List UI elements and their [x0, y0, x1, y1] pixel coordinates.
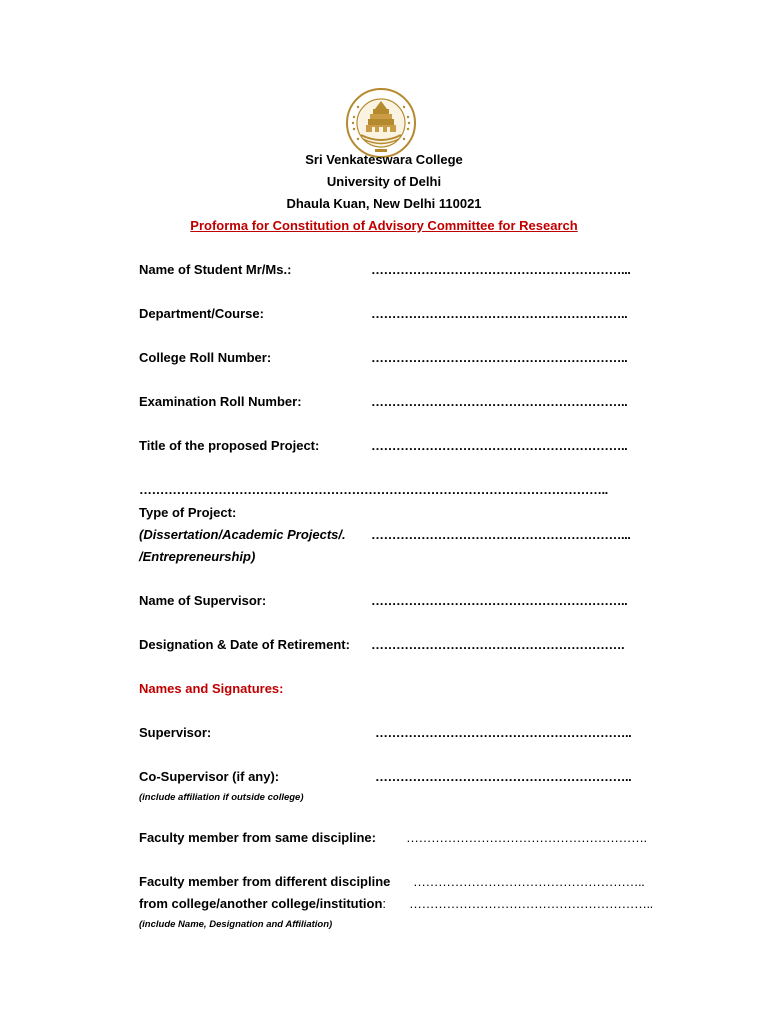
different-discipline-label-line2 — [139, 896, 386, 911]
co-supervisor-note: (include affiliation if outside college) — [139, 792, 304, 803]
co-supervisor-label: Co-Supervisor (if any): — [139, 769, 280, 784]
student-name-field[interactable]: ……………………………………………………... — [371, 262, 631, 277]
supervisor-label: Supervisor: — [139, 725, 212, 740]
college-seal-icon — [345, 87, 417, 159]
university-name: University of Delhi — [326, 174, 442, 189]
college-roll-label: College Roll Number: — [139, 350, 272, 365]
department-field[interactable]: …………………………………………………….. — [371, 306, 628, 321]
department-label: Department/Course: — [139, 306, 264, 321]
different-discipline-label-text: from college/another college/institution — [139, 896, 383, 911]
project-type-options-line1: (Dissertation/Academic Projects/. — [139, 527, 346, 542]
different-discipline-field-line1[interactable]: ……………………………………………….. — [413, 874, 645, 889]
project-title-field-line2[interactable]: ………………………………………………………………………………………………….. — [139, 482, 608, 497]
different-discipline-field-line2[interactable]: ………………………………………………….. — [409, 896, 653, 911]
same-discipline-label: Faculty member from same discipline: — [139, 830, 376, 845]
exam-roll-field[interactable]: …………………………………………………….. — [371, 394, 628, 409]
exam-roll-label: Examination Roll Number: — [139, 394, 302, 409]
supervisor-name-field[interactable]: …………………………………………………….. — [371, 593, 628, 608]
college-name: Sri Venkateswara College — [305, 152, 463, 167]
designation-field[interactable]: ……………………………………………………. — [371, 637, 625, 652]
designation-label: Designation & Date of Retirement: — [139, 637, 350, 652]
project-type-field[interactable]: ……………………………………………………... — [371, 527, 631, 542]
co-supervisor-signature-field[interactable]: …………………………………………………….. — [375, 769, 632, 784]
college-address: Dhaula Kuan, New Delhi 110021 — [286, 196, 482, 211]
project-type-options-line2: /Entrepreneurship) — [139, 549, 256, 564]
form-title: Proforma for Constitution of Advisory Committee for Research — [190, 218, 578, 233]
project-type-label: Type of Project: — [139, 505, 237, 520]
same-discipline-field[interactable]: …………………………………………………. — [406, 830, 647, 845]
signatures-heading: Names and Signatures: — [139, 681, 284, 696]
supervisor-signature-field[interactable]: …………………………………………………….. — [375, 725, 632, 740]
different-discipline-colon: : — [382, 896, 387, 911]
project-title-label: Title of the proposed Project: — [139, 438, 320, 453]
student-name-label: Name of Student Mr/Ms.: — [139, 262, 292, 277]
project-title-field[interactable]: …………………………………………………….. — [371, 438, 628, 453]
different-discipline-label-line1: Faculty member from different discipline — [139, 874, 391, 889]
different-discipline-note: (include Name, Designation and Affiliation) — [139, 919, 333, 930]
college-roll-field[interactable]: …………………………………………………….. — [371, 350, 628, 365]
supervisor-name-label: Name of Supervisor: — [139, 593, 267, 608]
